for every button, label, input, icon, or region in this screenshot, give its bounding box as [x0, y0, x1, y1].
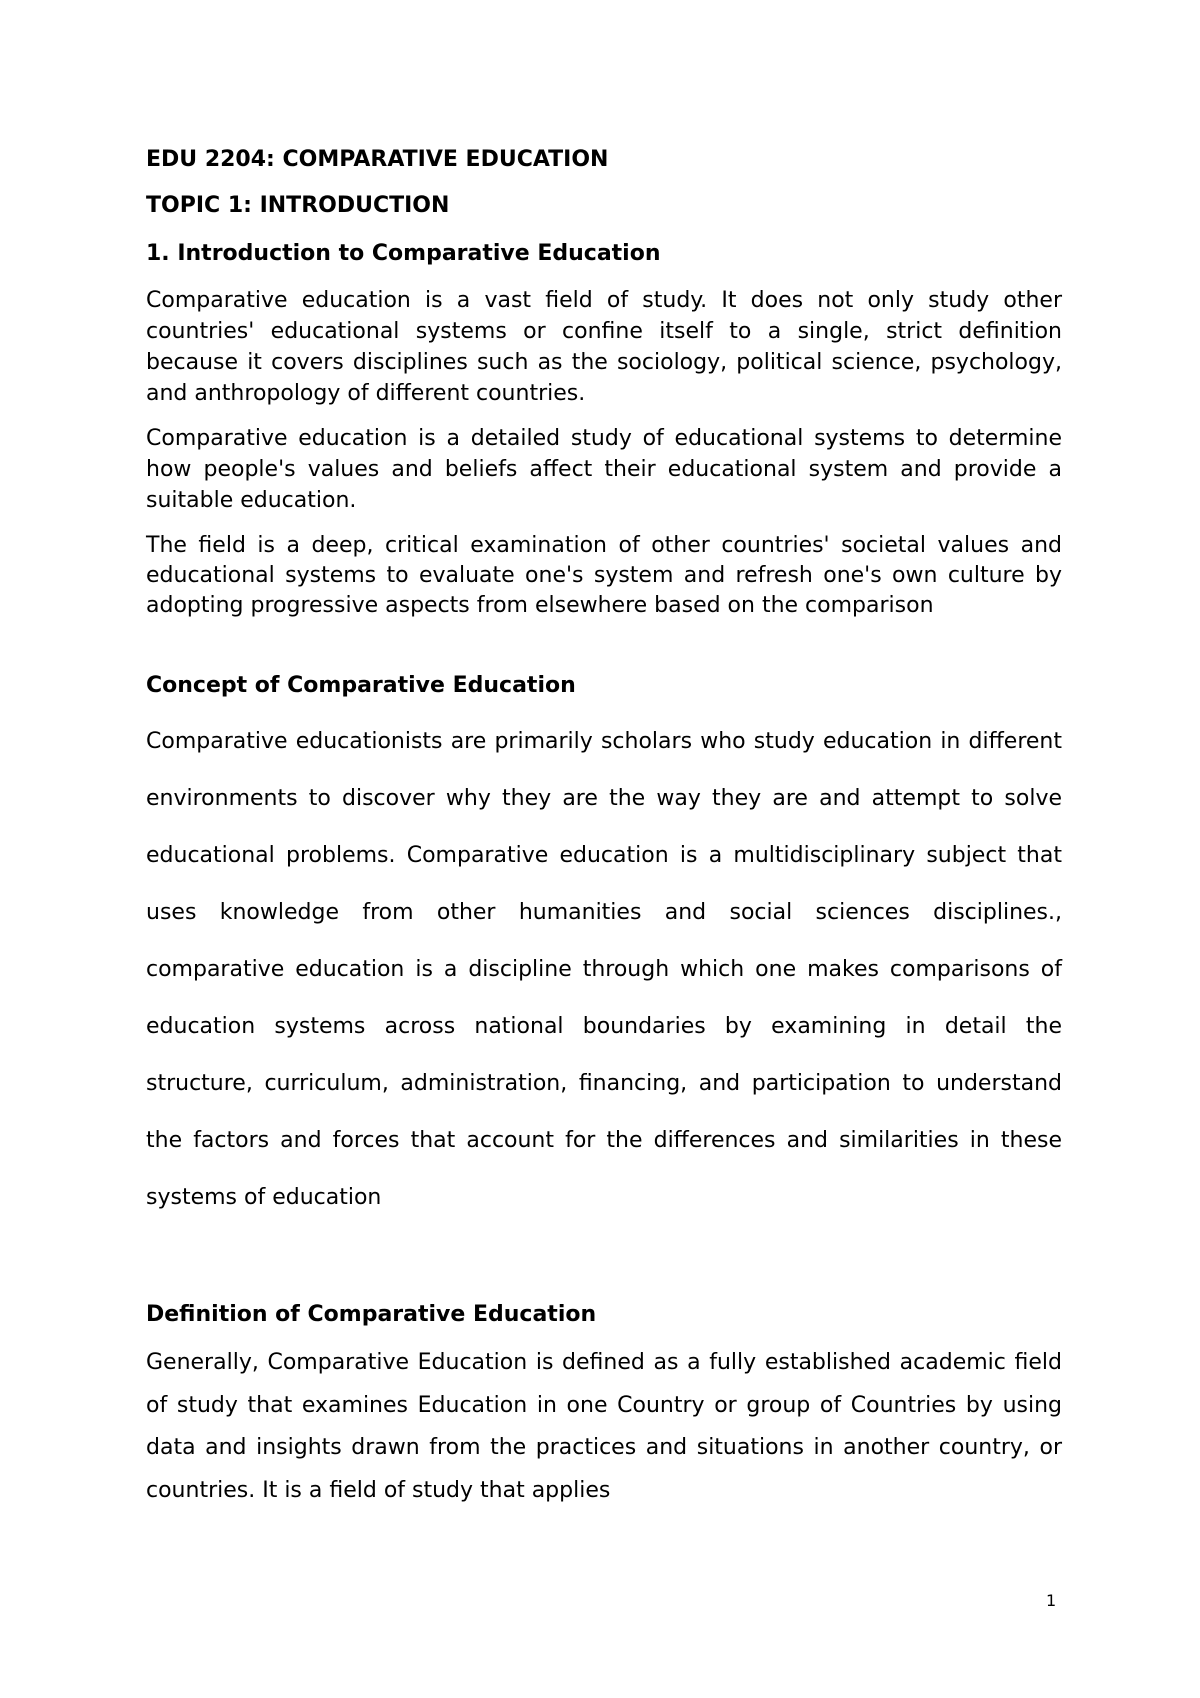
intro-paragraph: Comparative education is a detailed study of educational systems to determine how people's values and beliefs affect their educational system and provide a suitable education. [146, 426, 1062, 513]
topic-title: TOPIC 1: INTRODUCTION [146, 193, 450, 218]
intro-paragraph: The field is a deep, critical examination of other countries' societal values and educational systems to evaluate one's system and refresh one's own culture by adopting progressive aspects from elsewhere based on the comparison [146, 533, 1062, 618]
course-title: EDU 2204: COMPARATIVE EDUCATION [146, 147, 609, 172]
definition-paragraph: Generally, Comparative Education is defined as a fully established academic field of study that examines Education in one Country or group of Countries by using data and insights drawn from the practices and situations in another country, or countries. It is a field of study that applies [146, 1350, 1062, 1503]
definition-heading: Definition of Comparative Education [146, 1302, 597, 1327]
page-number: 1 [1046, 1591, 1057, 1610]
concept-heading: Concept of Comparative Education [146, 673, 576, 698]
intro-paragraph: Comparative education is a vast field of study. It does not only study other countries' educational systems or confine itself to a single, strict definition because it covers disciplines such as the sociology, political science, psychology, and anthropology of different countries. [146, 288, 1062, 406]
section-heading: 1. Introduction to Comparative Education [146, 241, 661, 266]
concept-paragraph: Comparative educationists are primarily scholars who study education in different environments to discover why they are the way they are and attempt to solve educational problems. Comparative education is a multidisciplinary subject that uses knowledge from other humanities and social sciences disciplines., comparative education is a discipline through which one makes comparisons of education systems across national boundaries by examining in detail the structure, curriculum, administration, financing, and participation to understand the factors and forces that account for the differences and similarities in these systems of education [146, 729, 1062, 1210]
